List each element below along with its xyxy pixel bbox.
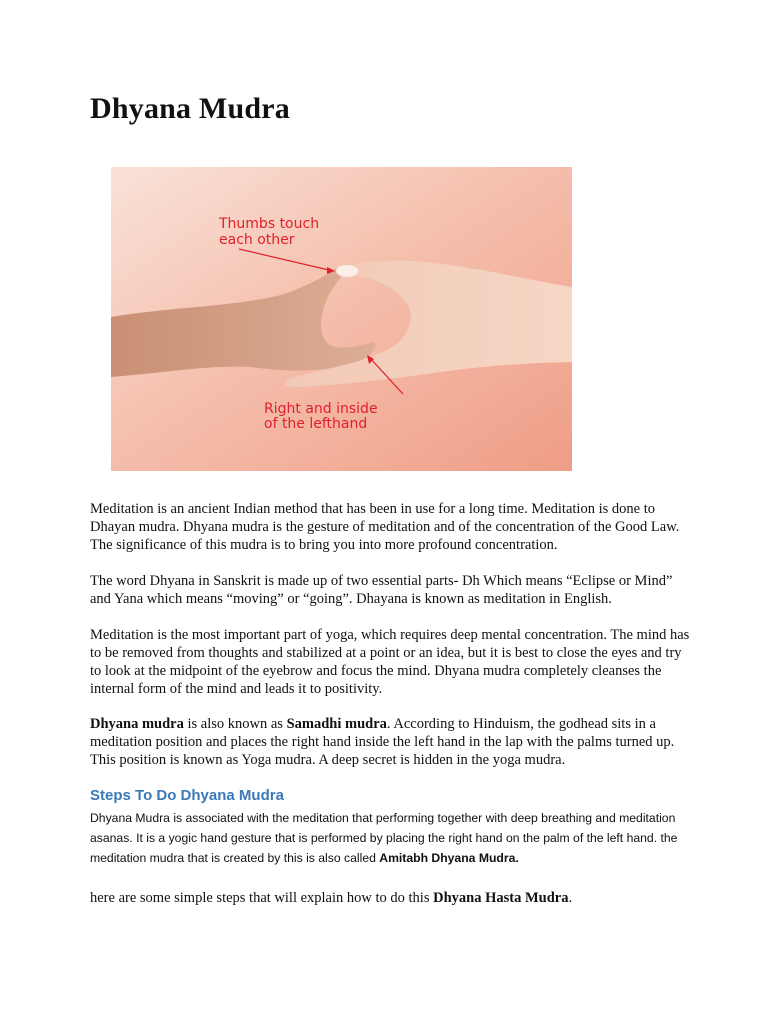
paragraph-steps-intro: [90, 808, 680, 868]
text-segment: .: [568, 890, 573, 906]
term-amitabh-dhyana-mudra: Amitabh Dhyana Mudra.: [379, 851, 519, 865]
text-segment: Dhyana Mudra is associated with the meditation that performing together with deep breathing and meditation asanas. It is a yogic hand gesture that is performed by placing the right hand on the palm of the left hand. the meditation mudra that is created by this is also called: [90, 811, 678, 865]
callout-hand-line2: of the lefthand: [264, 416, 368, 432]
term-dhyana-mudra: Dhyana mudra: [90, 716, 184, 732]
text-segment: here are some simple steps that will explain how to do this: [90, 890, 434, 906]
callout-thumbs-line1: Thumbs touch: [219, 216, 320, 232]
callout-hand-line1: Right and inside: [264, 401, 378, 417]
paragraph-meditation: Meditation is the most important part of yoga, which requires deep mental concentration. The mind has to be removed from thoughts and stabilized at a point or an idea, but it is best to close the eyes and try to look at the midpoint of the eyebrow and focus the mind. Dhyana mudra completely cleanses the internal form of the mind and leads it to positivity.: [90, 627, 690, 697]
term-samadhi-mudra: Samadhi mudra: [286, 716, 387, 732]
paragraph-etymology: The word Dhyana in Sanskrit is made up of two essential parts- Dh Which means “Eclipse or Mind” and Yana which means “moving” or “going”. Dhayana is known as meditation in English.: [90, 573, 673, 607]
term-dhyana-hasta-mudra: Dhyana Hasta Mudra: [433, 890, 569, 906]
paragraph-samadhi: [90, 715, 690, 769]
text-segment: is also known as: [183, 716, 287, 732]
callout-thumbs-line2: each other: [219, 232, 295, 248]
section-heading-steps: Steps To Do Dhyana Mudra: [90, 787, 284, 804]
text-segment: . According to Hinduism, the godhead sits in a meditation position and places the right hand inside the left hand in the lap with the palms turned up. This position is known as Yoga mudra. A deep secret is hidden in the yoga mudra.: [90, 716, 675, 768]
page-title: Dhyana Mudra: [90, 92, 290, 125]
mudra-illustration: [111, 167, 572, 471]
paragraph-steps-lead: [90, 889, 690, 907]
paragraph-intro: Meditation is an ancient Indian method that has been in use for a long time. Meditation is done to Dhayan mudra. Dhyana mudra is the gesture of meditation and of the concentration of the Good Law. The significance of this mudra is to bring you into more profound concentration.: [90, 501, 680, 553]
hands-image: [111, 167, 572, 471]
